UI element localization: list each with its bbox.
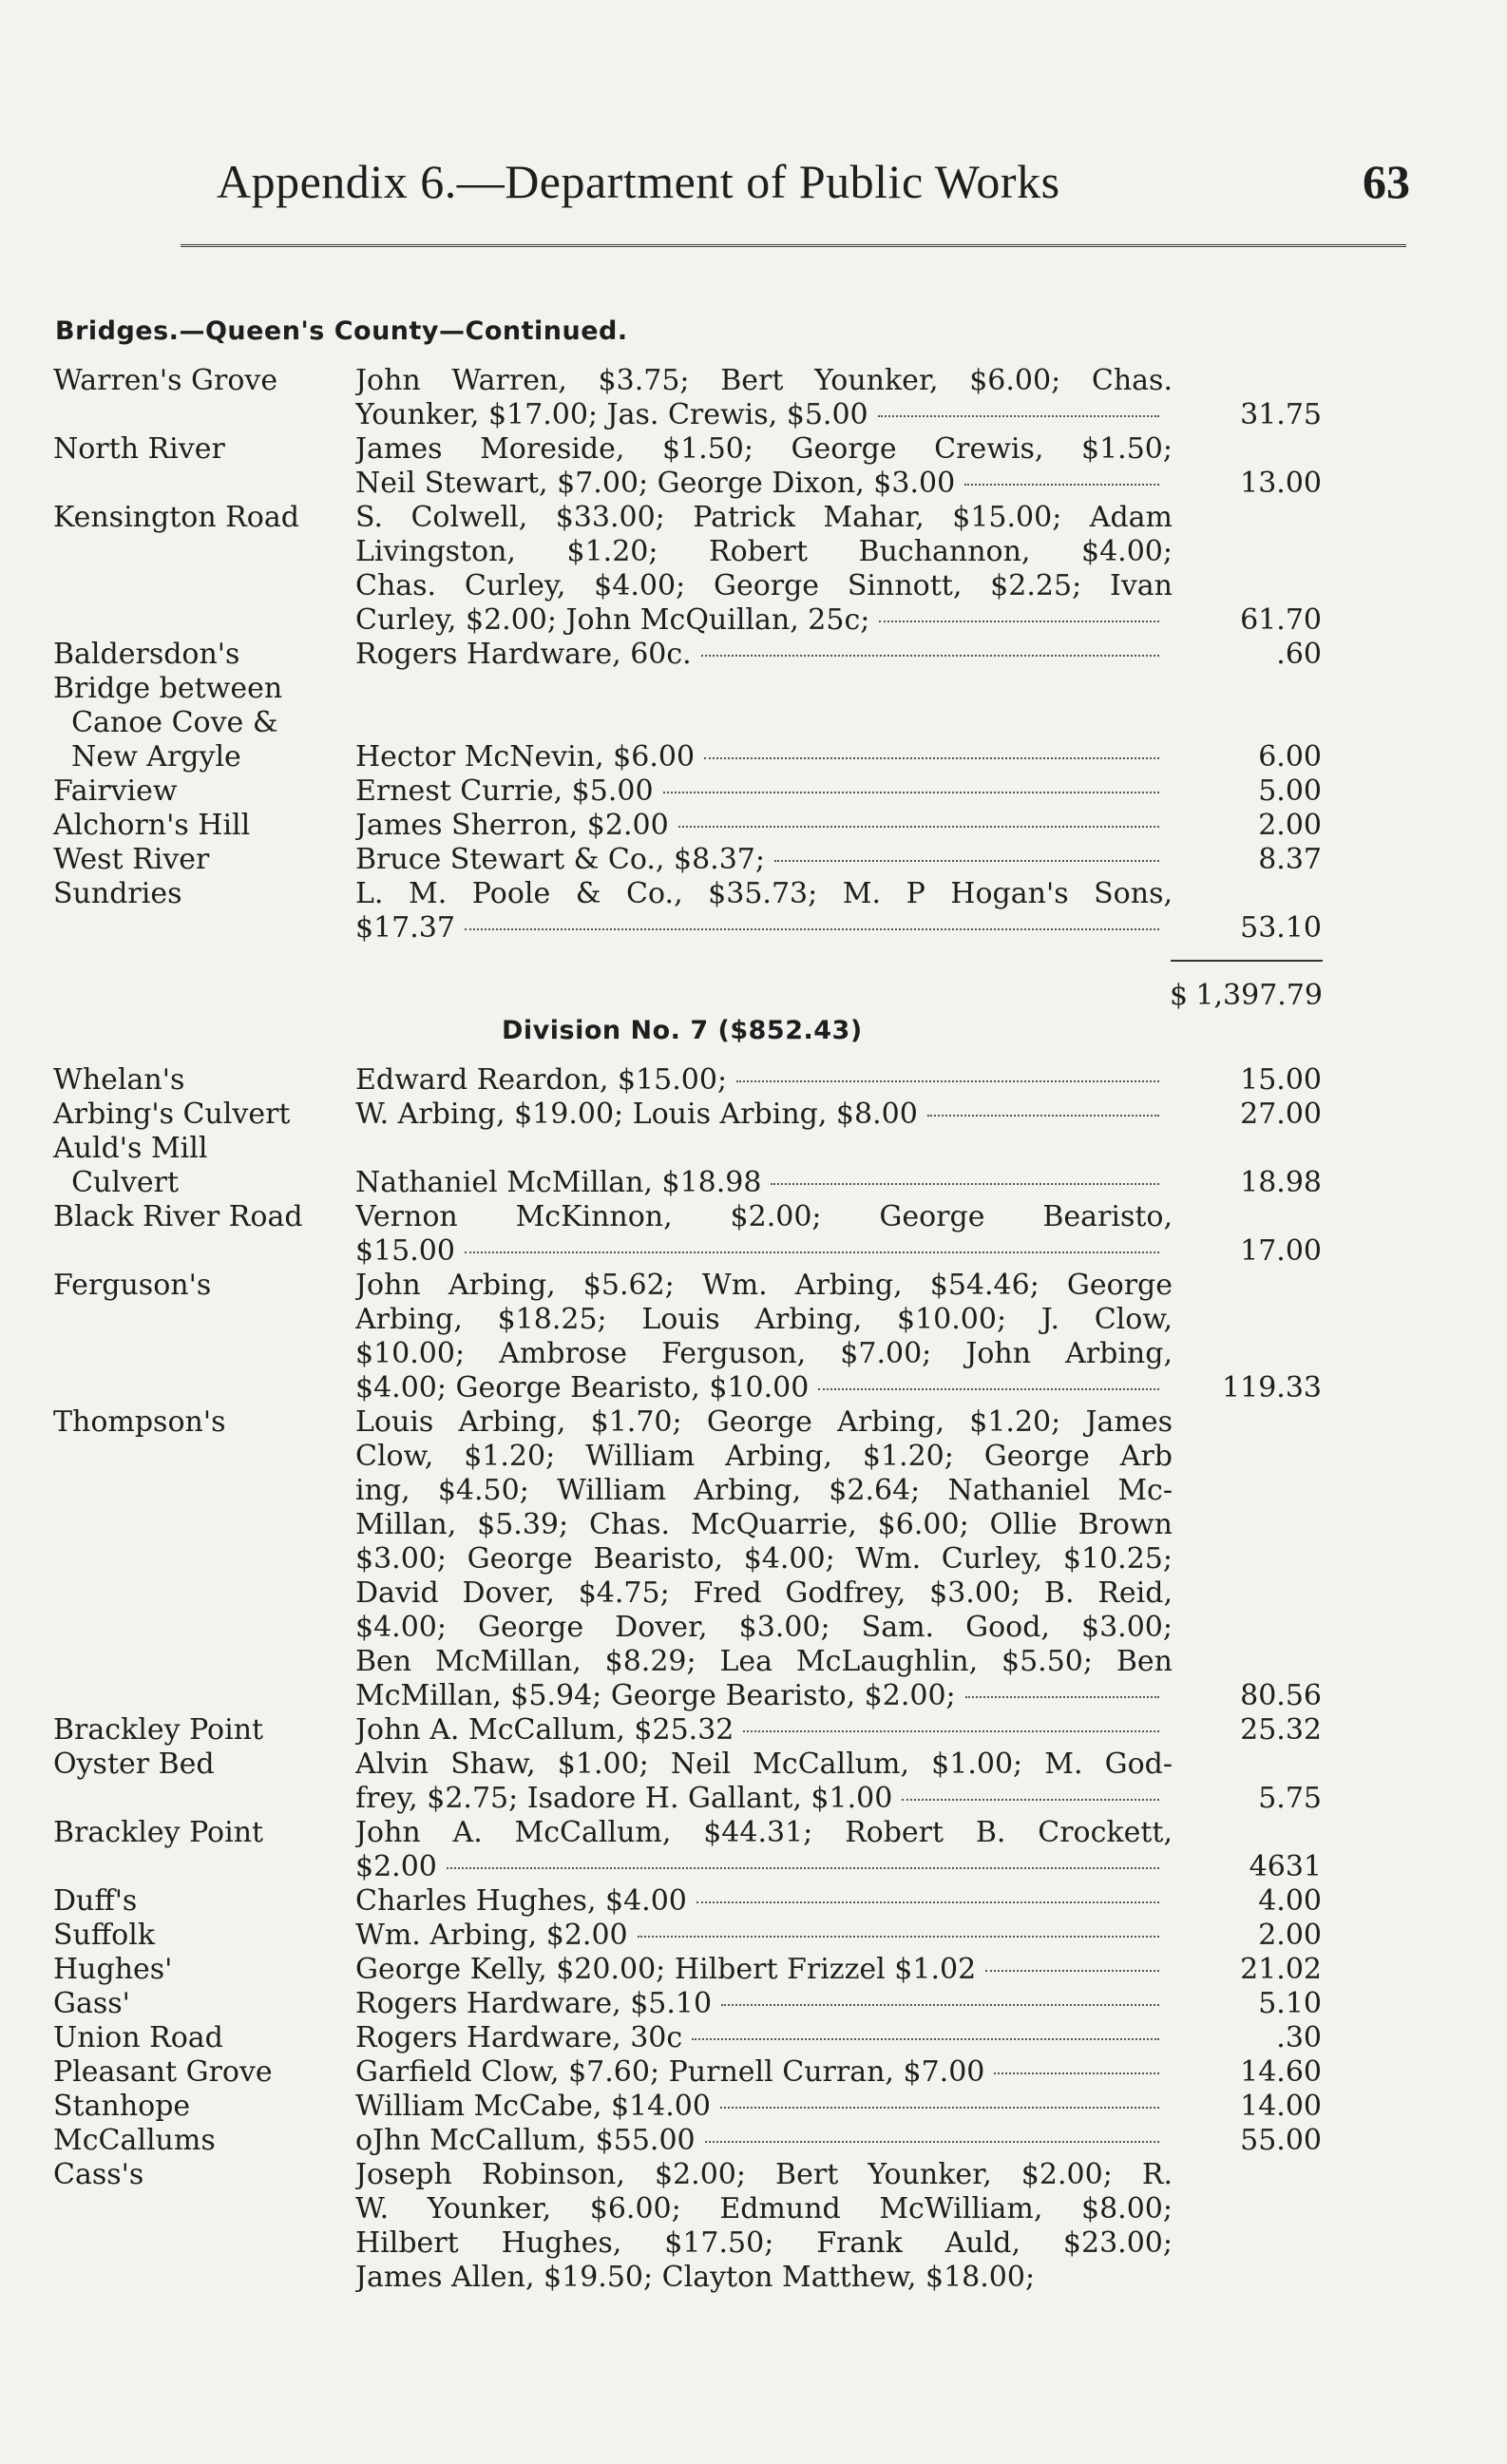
entry-amount: 14.60: [1240, 2055, 1322, 2089]
place-line: Kensington Road: [53, 501, 299, 534]
entry-amount: 5.10: [1258, 1987, 1322, 2020]
entry-description: [355, 638, 1173, 672]
description-line: [355, 1234, 1173, 1269]
entry-place: [53, 1132, 348, 1200]
entry-place: [53, 1748, 348, 1782]
description-text: Charles Hughes, $4.00: [355, 1884, 687, 1918]
leader-dots: [965, 1696, 1159, 1698]
description-text: David Dover, $4.75; Fred Godfrey, $3.00; B. Reid,: [355, 1576, 1173, 1610]
description-line: [355, 911, 1173, 945]
entry-place: [53, 1953, 348, 1987]
entry-description: [355, 2021, 1173, 2055]
entry-place: [53, 774, 348, 809]
description-line: [355, 501, 1173, 535]
place-line: New Argyle: [53, 740, 241, 774]
entry-amount: 17.00: [1240, 1234, 1322, 1268]
entry-place: [53, 2158, 348, 2192]
description-text: William McCabe, $14.00: [355, 2090, 711, 2123]
entry-description: [355, 809, 1173, 843]
description-line: [355, 2124, 1173, 2158]
description-line: [355, 1919, 1173, 1953]
subtotal-rule: [1171, 960, 1323, 962]
place-line: Alchorn's Hill: [53, 809, 251, 842]
description-line: [355, 1371, 1173, 1405]
description-line: [355, 1269, 1173, 1303]
entry-amount: 14.00: [1240, 2090, 1322, 2123]
description-text: George Kelly, $20.00; Hilbert Frizzel $1.02: [355, 1953, 977, 1986]
description-line: [355, 843, 1173, 877]
description-line: [355, 1440, 1173, 1474]
description-line: [355, 1782, 1173, 1816]
description-line: [355, 1645, 1173, 1679]
description-line: [355, 638, 1173, 672]
entry-place: [53, 2055, 348, 2090]
description-line: [355, 1611, 1173, 1645]
entry-place: [53, 2124, 348, 2158]
entry-amount: 61.70: [1240, 603, 1322, 637]
description-text: Garfield Clow, $7.60; Purnell Curran, $7.00: [355, 2055, 985, 2089]
place-line: Pleasant Grove: [53, 2055, 273, 2089]
description-text: James Sherron, $2.00: [355, 809, 669, 842]
entry-description: [355, 1713, 1173, 1748]
description-line: [355, 1679, 1173, 1713]
description-line: [355, 1337, 1173, 1371]
place-line: Cass's: [53, 2158, 144, 2191]
place-line: Gass': [53, 1987, 130, 2020]
description-line: [355, 1576, 1173, 1611]
entry-description: [355, 1132, 1173, 1200]
description-line: [355, 569, 1173, 603]
place-line: Bridge between: [53, 672, 283, 705]
place-line: Canoe Cove &: [53, 706, 278, 739]
entry-description: [355, 672, 1173, 774]
place-line: McCallums: [53, 2124, 216, 2157]
place-line: Fairview: [53, 774, 178, 808]
description-line: [355, 603, 1173, 638]
description-line: [355, 1884, 1173, 1919]
description-line: [355, 809, 1173, 843]
entry-amount: 4631: [1249, 1850, 1322, 1883]
description-text: Neil Stewart, $7.00; George Dixon, $3.00: [355, 467, 956, 500]
entry-place: [53, 1884, 348, 1919]
entry-amount: 8.37: [1258, 843, 1322, 876]
leader-dots: [663, 792, 1159, 793]
entry-place: [53, 843, 348, 877]
entry-amount: 18.98: [1240, 1166, 1322, 1199]
division-heading: Division No. 7 ($852.43): [502, 1016, 863, 1045]
entry-description: [355, 774, 1173, 809]
description-text: Alvin Shaw, $1.00; Neil McCallum, $1.00; M. God-: [355, 1748, 1173, 1781]
description-text: Louis Arbing, $1.70; George Arbing, $1.20; James: [355, 1405, 1173, 1439]
entry-place: [53, 1098, 348, 1132]
place-line: Baldersdon's: [53, 638, 240, 671]
leader-dots: [985, 1970, 1159, 1972]
entry-description: [355, 432, 1173, 501]
description-text: Arbing, $18.25; Louis Arbing, $10.00; J. Clow,: [355, 1303, 1173, 1336]
description-line: [355, 1816, 1173, 1850]
description-text: Chas. Curley, $4.00; George Sinnott, $2.25; Ivan: [355, 569, 1173, 602]
place-line: Thompson's: [53, 1405, 226, 1439]
entry-amount: 6.00: [1258, 740, 1322, 774]
page-title: Appendix 6.—Department of Public Works: [217, 155, 1060, 208]
leader-dots: [771, 1183, 1159, 1185]
description-text: $10.00; Ambrose Ferguson, $7.00; John Arbing,: [355, 1337, 1173, 1370]
entry-description: [355, 501, 1173, 638]
description-line: [355, 1987, 1173, 2021]
entry-place: [53, 364, 348, 398]
description-text: John A. McCallum, $25.32: [355, 1713, 734, 1747]
entry-amount: 2.00: [1258, 809, 1322, 842]
leader-dots: [902, 1799, 1159, 1801]
entry-description: [355, 1269, 1173, 1405]
description-line: [355, 2090, 1173, 2124]
description-line: [355, 1850, 1173, 1884]
leader-dots: [678, 826, 1159, 828]
description-text: Curley, $2.00; John McQuillan, 25c;: [355, 603, 870, 637]
entry-amount: 5.00: [1258, 774, 1322, 808]
place-line: North River: [53, 432, 225, 466]
entry-description: [355, 1919, 1173, 1953]
entry-description: [355, 1063, 1173, 1098]
entry-place: [53, 877, 348, 911]
description-text: $15.00: [355, 1234, 455, 1268]
entry-description: [355, 1884, 1173, 1919]
description-text: Nathaniel McMillan, $18.98: [355, 1166, 762, 1199]
section-heading: Bridges.—Queen's County—Continued.: [55, 316, 628, 346]
description-line: [355, 1542, 1173, 1576]
description-line: [355, 398, 1173, 432]
description-text: Wm. Arbing, $2.00: [355, 1919, 628, 1952]
place-line: Stanhope: [53, 2090, 191, 2123]
entry-amount: 27.00: [1240, 1098, 1322, 1131]
entry-place: [53, 432, 348, 467]
description-text: James Allen, $19.50; Clayton Matthew, $18.00;: [355, 2261, 1036, 2294]
place-line: Culvert: [53, 1166, 180, 1199]
place-line: Ferguson's: [53, 1269, 212, 1302]
place-line: Auld's Mill: [53, 1132, 208, 1165]
queens-total: [1171, 979, 1323, 1013]
description-line: [355, 2192, 1173, 2226]
total-currency: $: [1170, 979, 1189, 1012]
description-text: James Moreside, $1.50; George Crewis, $1.50;: [355, 432, 1173, 466]
place-line: Brackley Point: [53, 1816, 264, 1849]
description-line: [355, 364, 1173, 398]
place-line: Brackley Point: [53, 1713, 264, 1747]
leader-dots: [638, 1936, 1159, 1938]
entry-description: [355, 2124, 1173, 2158]
entry-amount: 21.02: [1240, 1953, 1322, 1986]
description-line: [355, 1166, 1173, 1200]
entry-place: [53, 1063, 348, 1098]
leader-dots: [736, 1080, 1159, 1082]
description-text: Rogers Hardware, $5.10: [355, 1987, 713, 2020]
entry-description: [355, 877, 1173, 945]
leader-dots: [927, 1115, 1159, 1117]
description-line: [355, 1748, 1173, 1782]
leader-dots: [774, 860, 1159, 862]
entry-description: [355, 2090, 1173, 2124]
page-header: [0, 154, 1507, 220]
leader-dots: [465, 928, 1159, 930]
place-line: Whelan's: [53, 1063, 185, 1097]
entry-amount: 119.33: [1222, 1371, 1322, 1404]
entry-description: [355, 364, 1173, 432]
page-number: 63: [1363, 155, 1410, 208]
description-line: [355, 774, 1173, 809]
description-text: $4.00; George Dover, $3.00; Sam. Good, $3.00;: [355, 1611, 1173, 1644]
entry-place: [53, 1405, 348, 1440]
leader-dots: [696, 1901, 1159, 1903]
entry-description: [355, 1987, 1173, 2021]
description-text: Ben McMillan, $8.29; Lea McLaughlin, $5.50; Ben: [355, 1645, 1173, 1678]
entry-place: [53, 1816, 348, 1850]
description-text: Hilbert Hughes, $17.50; Frank Auld, $23.00;: [355, 2226, 1173, 2260]
description-text: Livingston, $1.20; Robert Buchannon, $4.00;: [355, 535, 1173, 568]
description-text: $17.37: [355, 911, 455, 945]
description-text: oJhn McCallum, $55.00: [355, 2124, 696, 2157]
description-text: John Warren, $3.75; Bert Younker, $6.00; Chas.: [355, 364, 1173, 397]
leader-dots: [879, 621, 1159, 622]
description-text: John A. McCallum, $44.31; Robert B. Crockett,: [355, 1816, 1173, 1849]
entry-description: [355, 1748, 1173, 1816]
leader-dots: [704, 757, 1159, 759]
entry-amount: .60: [1276, 638, 1322, 671]
leader-dots: [701, 655, 1159, 657]
entry-amount: 5.75: [1258, 1782, 1322, 1815]
description-text: W. Younker, $6.00; Edmund McWilliam, $8.00;: [355, 2192, 1173, 2225]
description-line: [355, 1474, 1173, 1508]
leader-dots: [743, 1730, 1159, 1732]
entry-amount: 13.00: [1240, 467, 1322, 500]
leader-dots: [465, 1251, 1159, 1253]
entry-place: [53, 501, 348, 535]
description-text: Joseph Robinson, $2.00; Bert Younker, $2.00; R.: [355, 2158, 1173, 2191]
entry-description: [355, 2158, 1173, 2295]
description-text: Ernest Currie, $5.00: [355, 774, 654, 808]
description-text: ing, $4.50; William Arbing, $2.64; Nathaniel Mc-: [355, 1474, 1173, 1507]
description-text: $3.00; George Bearisto, $4.00; Wm. Curley, $10.25;: [355, 1542, 1173, 1576]
description-text: Bruce Stewart & Co., $8.37;: [355, 843, 765, 876]
description-line: [355, 1098, 1173, 1132]
description-line: [355, 877, 1173, 911]
description-line: [355, 1405, 1173, 1440]
entry-description: [355, 1200, 1173, 1269]
description-line: [355, 740, 1173, 774]
description-text: Rogers Hardware, 30c: [355, 2021, 683, 2054]
entry-description: [355, 1405, 1173, 1713]
description-line: [355, 2055, 1173, 2090]
description-text: John Arbing, $5.62; Wm. Arbing, $54.46; George: [355, 1269, 1173, 1302]
place-line: Warren's Grove: [53, 364, 278, 397]
description-text: Edward Reardon, $15.00;: [355, 1063, 728, 1097]
entry-place: [53, 2021, 348, 2055]
entry-amount: 25.32: [1240, 1713, 1322, 1747]
entry-description: [355, 1098, 1173, 1132]
entry-amount: 53.10: [1240, 911, 1322, 945]
place-line: Arbing's Culvert: [53, 1098, 291, 1131]
entry-place: [53, 1919, 348, 1953]
leader-dots: [878, 415, 1159, 417]
entry-amount: 2.00: [1258, 1919, 1322, 1952]
total-value: 1,397.79: [1195, 979, 1323, 1012]
entry-place: [53, 1269, 348, 1303]
place-line: Suffolk: [53, 1919, 156, 1952]
description-line: [355, 535, 1173, 569]
entry-place: [53, 672, 348, 774]
leader-dots: [720, 2107, 1159, 2109]
description-line: [355, 2261, 1173, 2295]
description-line: [355, 2158, 1173, 2192]
description-line: [355, 467, 1173, 501]
leader-dots: [705, 2141, 1159, 2143]
description-text: $4.00; George Bearisto, $10.00: [355, 1371, 810, 1404]
entry-place: [53, 1987, 348, 2021]
place-line: West River: [53, 843, 210, 876]
description-line: [355, 1063, 1173, 1098]
entry-description: [355, 843, 1173, 877]
description-text: Rogers Hardware, 60c.: [355, 638, 692, 671]
description-line: [355, 1508, 1173, 1542]
entry-description: [355, 1816, 1173, 1884]
entry-place: [53, 1200, 348, 1234]
description-text: Hector McNevin, $6.00: [355, 740, 696, 774]
description-line: [355, 1132, 1173, 1166]
description-line: [355, 1200, 1173, 1234]
description-text: L. M. Poole & Co., $35.73; M. P Hogan's Sons,: [355, 877, 1173, 910]
entry-place: [53, 638, 348, 672]
description-text: McMillan, $5.94; George Bearisto, $2.00;: [355, 1679, 956, 1712]
place-line: Hughes': [53, 1953, 173, 1986]
place-line: Union Road: [53, 2021, 223, 2054]
description-text: Younker, $17.00; Jas. Crewis, $5.00: [355, 398, 868, 431]
leader-dots: [818, 1388, 1159, 1390]
place-line: Black River Road: [53, 1200, 303, 1233]
entry-place: [53, 2090, 348, 2124]
leader-dots: [964, 484, 1159, 486]
entry-amount: 55.00: [1240, 2124, 1322, 2157]
entry-amount: 15.00: [1240, 1063, 1322, 1097]
leader-dots: [994, 2072, 1159, 2074]
description-text: S. Colwell, $33.00; Patrick Mahar, $15.00; Adam: [355, 501, 1173, 534]
entry-amount: 4.00: [1258, 1884, 1322, 1918]
description-line: [355, 2226, 1173, 2261]
description-text: Millan, $5.39; Chas. McQuarrie, $6.00; Ollie Brown: [355, 1508, 1173, 1541]
entry-place: [53, 1713, 348, 1748]
entry-amount: .30: [1276, 2021, 1322, 2054]
entry-amount: 80.56: [1240, 1679, 1322, 1712]
leader-dots: [692, 2038, 1159, 2040]
description-line: [355, 1303, 1173, 1337]
description-line: [355, 1713, 1173, 1748]
entry-place: [53, 809, 348, 843]
header-rule: [181, 244, 1406, 247]
description-line: [355, 672, 1173, 706]
entry-description: [355, 2055, 1173, 2090]
place-line: Duff's: [53, 1884, 138, 1918]
description-text: Clow, $1.20; William Arbing, $1.20; George Arb: [355, 1440, 1173, 1473]
leader-dots: [721, 2004, 1159, 2006]
place-line: Oyster Bed: [53, 1748, 215, 1781]
description-text: W. Arbing, $19.00; Louis Arbing, $8.00: [355, 1098, 918, 1131]
description-text: frey, $2.75; Isadore H. Gallant, $1.00: [355, 1782, 893, 1815]
place-line: Sundries: [53, 877, 182, 910]
description-line: [355, 706, 1173, 740]
entry-amount: 31.75: [1240, 398, 1322, 431]
description-line: [355, 1953, 1173, 1987]
description-line: [355, 2021, 1173, 2055]
description-line: [355, 432, 1173, 467]
leader-dots: [447, 1867, 1159, 1869]
description-text: Vernon McKinnon, $2.00; George Bearisto,: [355, 1200, 1173, 1233]
description-text: $2.00: [355, 1850, 437, 1883]
entry-description: [355, 1953, 1173, 1987]
